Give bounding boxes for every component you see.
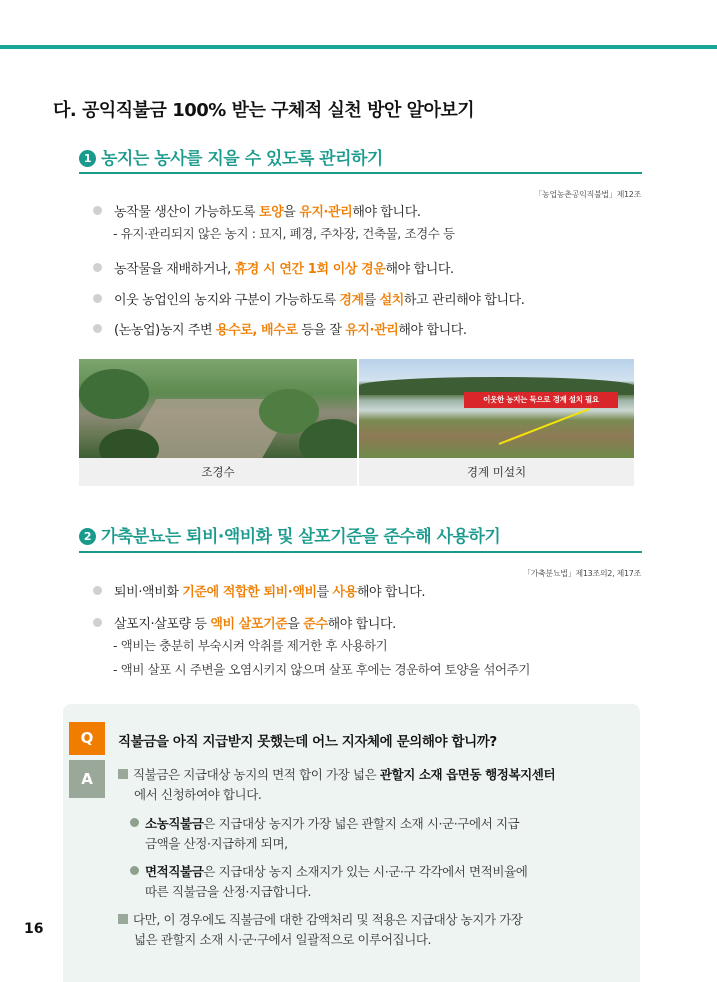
section1-title <box>79 144 383 169</box>
question-text: 직불금을 아직 지급받지 못했는데 어느 지자체에 문의해야 합니까? <box>118 734 497 750</box>
section2-sub-1: - 액비는 충분히 부숙시켜 악취를 제거한 후 사용하기 <box>113 638 388 653</box>
top-accent-bar <box>0 45 717 49</box>
answer-line-4-cont: 넓은 관할지 소재 시·군·구에서 일괄적으로 이루어집니다. <box>134 932 432 947</box>
bullet-dot-icon <box>93 206 102 215</box>
section2-title-text: 가축분뇨는 퇴비·액비화 및 살포기준을 준수해 사용하기 <box>101 527 501 547</box>
square-bullet-icon <box>118 769 128 779</box>
section1-bullet-2: 농작물을 재배하거나, 휴경 시 연간 1회 이상 경운해야 합니다. <box>93 258 454 277</box>
answer-line-3: 면적직불금은 지급대상 농지 소재지가 있는 시·군·구 각각에서 면적비율에 <box>130 862 527 880</box>
answer-line-1: 직불금은 지급대상 농지의 면적 합이 가장 넓은 관할지 소재 읍면동 행정복지센터 <box>118 765 555 783</box>
section1-number-icon: 1 <box>79 150 96 167</box>
section1-source: 「농업농촌공익직불법」제12조 <box>534 190 641 199</box>
round-bullet-icon <box>130 818 139 827</box>
field-boundary-photo <box>359 359 634 458</box>
section2-bullet-2: 살포지·살포량 등 액비 살포기준을 준수해야 합니다. <box>93 613 396 632</box>
square-bullet-icon <box>118 914 128 924</box>
section2-title <box>79 522 500 547</box>
question-tag: Q <box>69 722 105 755</box>
photo-right-caption: 경계 미설치 <box>359 458 634 486</box>
section1-rule <box>79 172 642 174</box>
answer-line-4: 다만, 이 경우에도 직불금에 대한 감액처리 및 적용은 지급대상 농지가 가장 <box>118 910 523 928</box>
answer-line-2-cont: 금액을 산정·지급하게 되며, <box>145 836 288 851</box>
section2-rule <box>79 551 642 553</box>
section1-bullet-3: 이웃 농업인의 농지와 구분이 가능하도록 경계를 설치하고 관리해야 합니다. <box>93 289 525 308</box>
section1-bullet-4: (논농업)농지 주변 용수로, 배수로 등을 잘 유지·관리해야 합니다. <box>93 319 467 338</box>
answer-tag: A <box>69 760 105 798</box>
landscape-tree-photo <box>79 359 357 458</box>
answer-line-2: 소농직불금은 지급대상 농지가 가장 넓은 관할지 소재 시·군·구에서 지급 <box>130 814 519 832</box>
photo-left-caption: 조경수 <box>79 458 357 486</box>
section2-source: 「가축분뇨법」제13조의2, 제17조 <box>522 569 641 578</box>
section2-sub-2: - 액비 살포 시 주변을 오염시키지 않으며 살포 후에는 경운하여 토양을 섞어주기 <box>113 662 531 677</box>
answer-line-1-cont: 에서 신청하여야 합니다. <box>134 787 262 802</box>
boundary-label: 이웃한 농지는 둑으로 경계 설치 필요 <box>464 392 618 408</box>
bullet-dot-icon <box>93 263 102 272</box>
bullet-dot-icon <box>93 294 102 303</box>
section1-sub-1: - 유지·관리되지 않은 농지 : 묘지, 폐경, 주차장, 건축물, 조경수 등 <box>113 226 455 241</box>
bullet-dot-icon <box>93 586 102 595</box>
section1-bullet-1: 농작물 생산이 가능하도록 토양을 유지·관리해야 합니다. <box>93 201 421 220</box>
page-number: 16 <box>24 921 44 937</box>
section2-number-icon: 2 <box>79 528 96 545</box>
bullet-dot-icon <box>93 618 102 627</box>
round-bullet-icon <box>130 866 139 875</box>
section2-bullet-1: 퇴비·액비화 기준에 적합한 퇴비·액비를 사용해야 합니다. <box>93 581 425 600</box>
bullet-dot-icon <box>93 324 102 333</box>
section1-title-text: 농지는 농사를 지을 수 있도록 관리하기 <box>101 149 383 169</box>
answer-line-3-cont: 따른 직불금을 산정·지급합니다. <box>145 884 312 899</box>
page-title: 다. 공익직불금 100% 받는 구체적 실천 방안 알아보기 <box>53 100 475 121</box>
